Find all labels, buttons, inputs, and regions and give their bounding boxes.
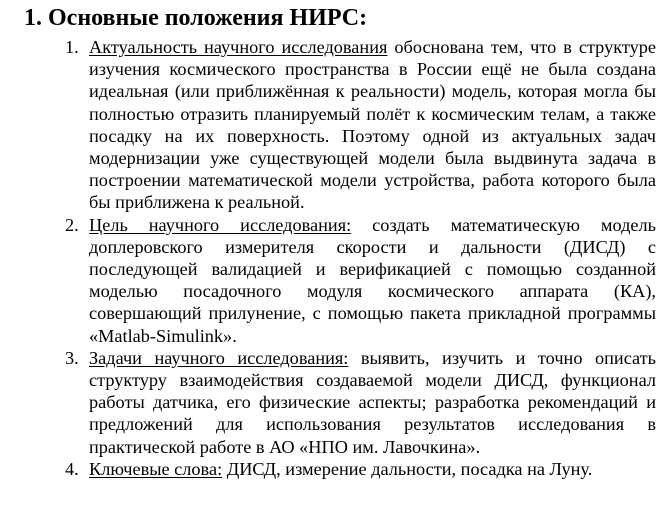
list-item-number: 1. [65, 37, 79, 57]
section-title: Основные положения НИРС: [48, 5, 368, 31]
list-item-term: Задачи научного исследования: [89, 347, 349, 368]
list-item-term: Актуальность научного исследования [89, 37, 388, 57]
list-item-text: обоснована тем, что в структуре изучения космического пространства в России ещё не была создана идеальная (или приближённая к реальности) модель, которая могла бы полностью отразить планируемый полёт к космическим телам, а также посадку на их поверхность. Поэтому одной из актуальных задач модернизации уже существующей модели была выдвинута задача в построении математической модели устройства, работа которого была бы приближена к реальной. [89, 37, 657, 213]
list-item-number: 3. [65, 347, 79, 368]
list-item-keywords [24, 458, 656, 480]
provisions-list [24, 36, 656, 480]
section-number: 1. [24, 5, 42, 31]
list-item-text: создать математическую модель доплеровского измерителя скорости и дальности (ДИСД) с последующей валидацией и верификацией с помощью созданной моделью посадочного модуля космического аппарата (КА), совершающий прилунение, с помощью пакета прикладной программы «Matlab-Simulink». [89, 214, 656, 346]
list-item-term: Ключевые слова: [89, 458, 223, 479]
list-item-number: 4. [65, 458, 79, 479]
list-item-relevance [24, 36, 656, 214]
list-item-text: выявить, изучить и точно описать структуру взаимодействия создаваемой модели ДИСД, функционал работы датчика, его физические аспекты; разработка рекомендаций и предложений для использования результатов исследования в практической работе в АО «НПО им. Лавочкина». [89, 347, 656, 457]
list-item-text: ДИСД, измерение дальности, посадка на Луну. [222, 458, 593, 479]
list-item-tasks [24, 347, 656, 458]
list-item-term: Цель научного исследования: [89, 214, 352, 235]
list-item-goal [24, 214, 656, 347]
list-item-number: 2. [65, 214, 79, 235]
section-heading [24, 4, 656, 32]
